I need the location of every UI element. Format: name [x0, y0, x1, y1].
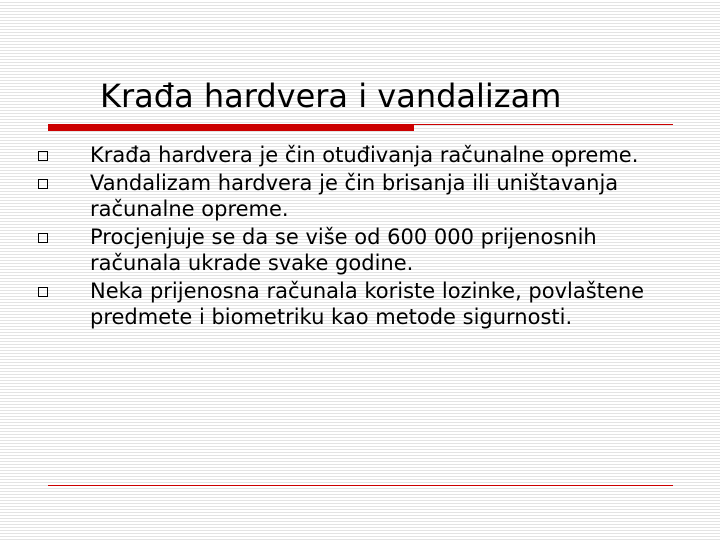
hollow-square-bullet-icon [38, 179, 48, 189]
bullet-list [38, 142, 678, 332]
title-underline-thick [48, 124, 414, 131]
bullet-text: Procjenjuje se da se više od 600 000 prijenosnih računala ukrade svake godine. [90, 225, 597, 275]
hollow-square-bullet-icon [38, 233, 48, 243]
footer-divider [48, 485, 673, 486]
hollow-square-bullet-icon [38, 151, 48, 161]
title-underline [48, 124, 673, 134]
bullet-item [38, 142, 678, 168]
bullet-item [38, 170, 678, 222]
hollow-square-bullet-icon [38, 287, 48, 297]
bullet-text: Neka prijenosna računala koriste lozinke, povlaštene predmete i biometriku kao metode sigurnosti. [90, 279, 645, 329]
bullet-item [38, 278, 678, 330]
bullet-item [38, 224, 678, 276]
slide-title: Krađa hardvera i vandalizam [100, 77, 562, 115]
bullet-text: Vandalizam hardvera je čin brisanja ili uništavanja računalne opreme. [90, 171, 619, 221]
bullet-text: Krađa hardvera je čin otuđivanja računalne opreme. [90, 143, 639, 167]
title-underline-thin [414, 124, 673, 125]
